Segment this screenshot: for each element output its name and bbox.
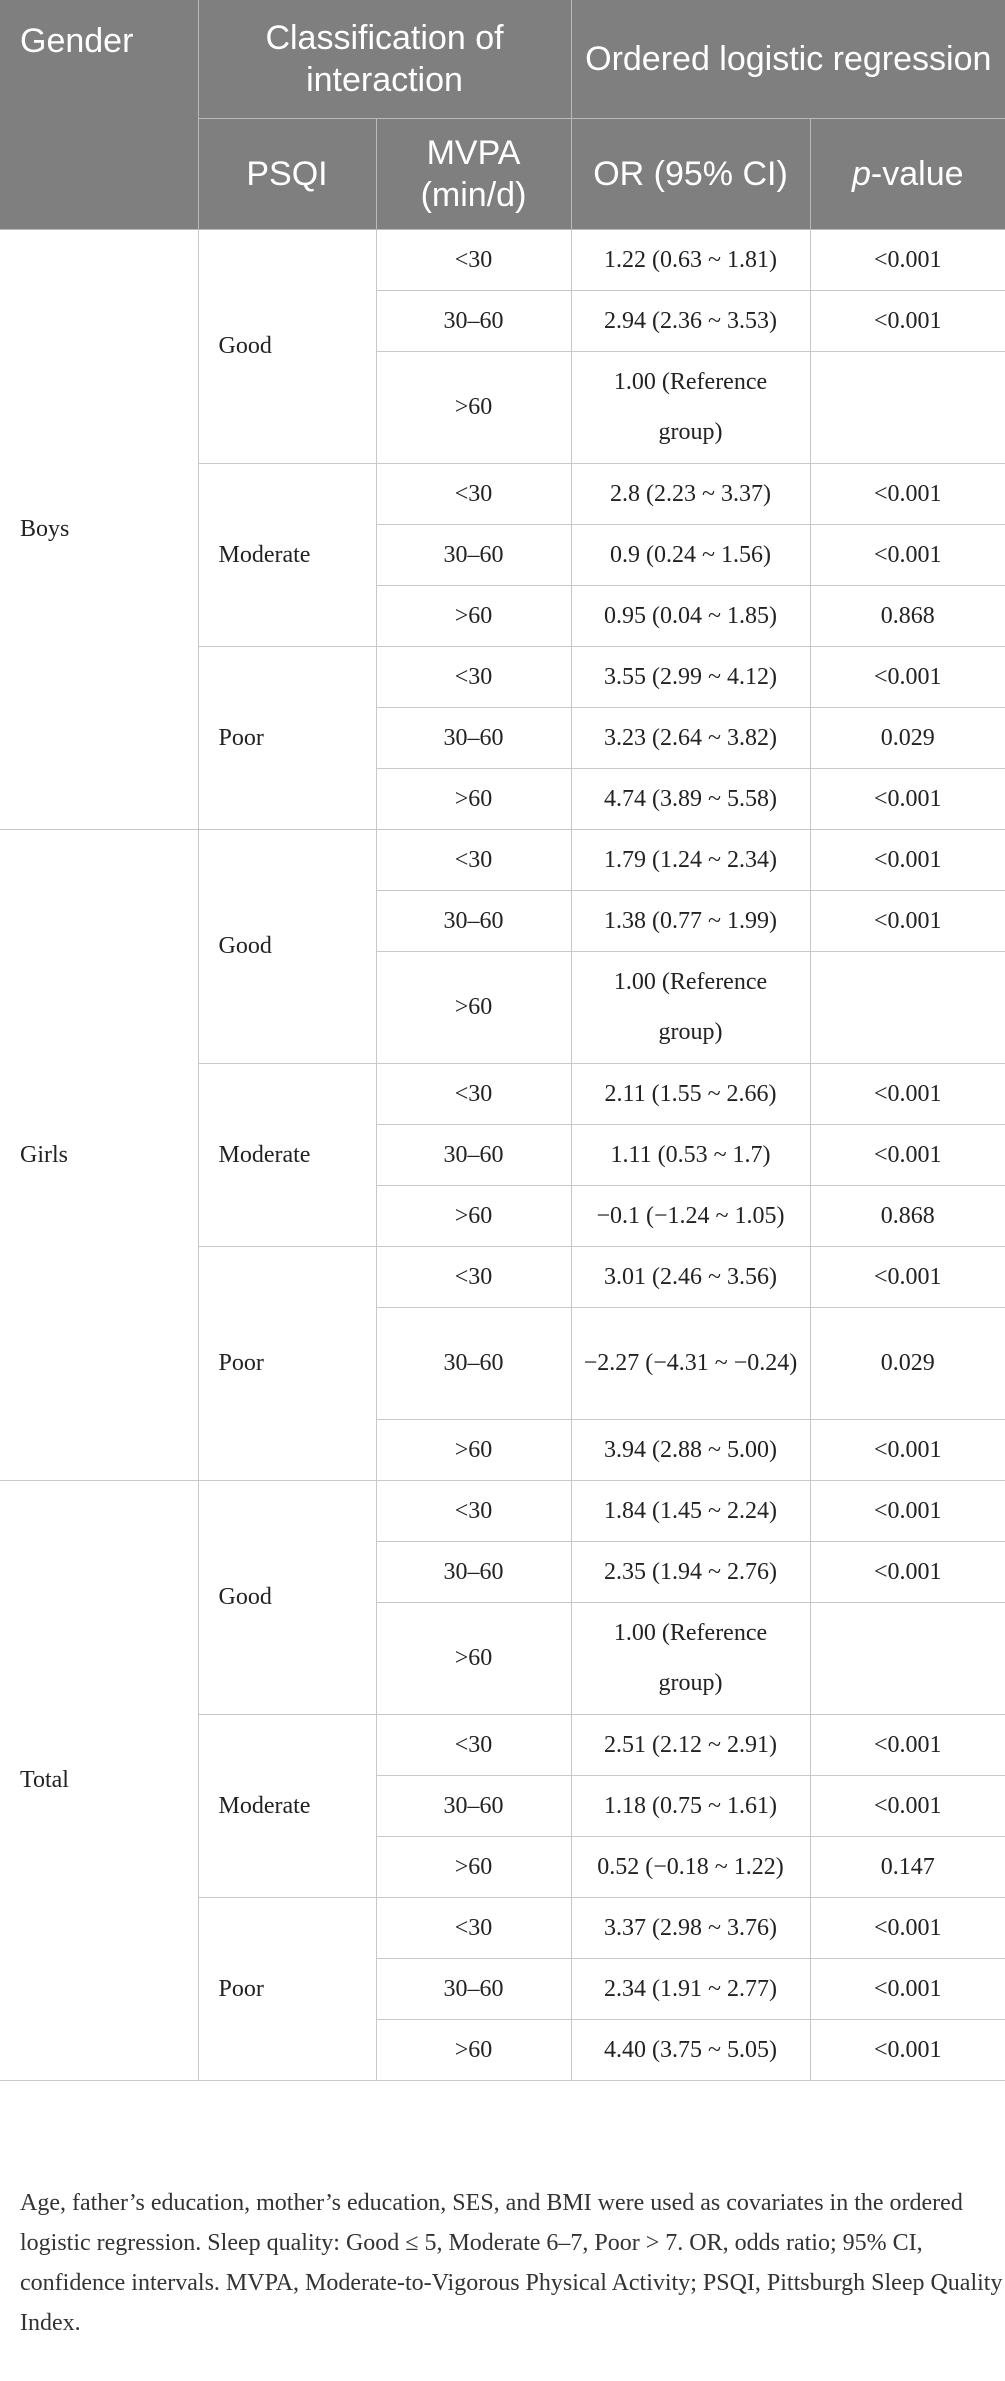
table-row xyxy=(0,229,1005,290)
header-mvpa: MVPA (min/d) xyxy=(376,118,571,229)
psqi-cell: Moderate xyxy=(198,1714,376,1897)
or-cell: 1.18 (0.75 ~ 1.61) xyxy=(571,1775,810,1836)
table-row xyxy=(0,1480,1005,1541)
or-cell: 4.74 (3.89 ~ 5.58) xyxy=(571,768,810,829)
pvalue-cell: 0.868 xyxy=(810,1185,1005,1246)
mvpa-cell: 30–60 xyxy=(376,707,571,768)
mvpa-cell: >60 xyxy=(376,351,571,463)
mvpa-cell: >60 xyxy=(376,1419,571,1480)
pvalue-cell: 0.029 xyxy=(810,707,1005,768)
mvpa-cell: >60 xyxy=(376,1185,571,1246)
or-cell: 1.84 (1.45 ~ 2.24) xyxy=(571,1480,810,1541)
header-pvalue xyxy=(810,118,1005,229)
mvpa-cell: >60 xyxy=(376,2019,571,2080)
mvpa-cell: <30 xyxy=(376,229,571,290)
mvpa-cell: >60 xyxy=(376,1602,571,1714)
or-cell: 1.00 (Reference group) xyxy=(571,951,810,1063)
pvalue-cell: 0.029 xyxy=(810,1307,1005,1419)
or-cell: 2.11 (1.55 ~ 2.66) xyxy=(571,1063,810,1124)
or-cell: 3.23 (2.64 ~ 3.82) xyxy=(571,707,810,768)
mvpa-cell: <30 xyxy=(376,1714,571,1775)
mvpa-cell: <30 xyxy=(376,463,571,524)
mvpa-cell: >60 xyxy=(376,1836,571,1897)
pvalue-cell: <0.001 xyxy=(810,890,1005,951)
pvalue-cell: <0.001 xyxy=(810,1958,1005,2019)
header-or: OR (95% CI) xyxy=(571,118,810,229)
pvalue-cell: <0.001 xyxy=(810,1480,1005,1541)
or-cell: 1.38 (0.77 ~ 1.99) xyxy=(571,890,810,951)
mvpa-cell: <30 xyxy=(376,1480,571,1541)
or-cell: 1.79 (1.24 ~ 2.34) xyxy=(571,829,810,890)
pvalue-cell: <0.001 xyxy=(810,1063,1005,1124)
mvpa-cell: <30 xyxy=(376,1246,571,1307)
or-cell: 3.01 (2.46 ~ 3.56) xyxy=(571,1246,810,1307)
pvalue-cell: <0.001 xyxy=(810,829,1005,890)
pvalue-cell: <0.001 xyxy=(810,290,1005,351)
mvpa-cell: <30 xyxy=(376,1897,571,1958)
psqi-cell: Poor xyxy=(198,646,376,829)
or-cell: 0.95 (0.04 ~ 1.85) xyxy=(571,585,810,646)
header-p-suffix: -value xyxy=(870,154,964,193)
mvpa-cell: 30–60 xyxy=(376,1775,571,1836)
or-cell: 1.11 (0.53 ~ 1.7) xyxy=(571,1124,810,1185)
pvalue-cell: <0.001 xyxy=(810,463,1005,524)
psqi-cell: Good xyxy=(198,1480,376,1714)
pvalue-cell xyxy=(810,1602,1005,1714)
gender-cell: Boys xyxy=(0,229,198,829)
gender-cell: Girls xyxy=(0,829,198,1480)
table-row xyxy=(0,829,1005,890)
pvalue-cell: <0.001 xyxy=(810,646,1005,707)
mvpa-cell: 30–60 xyxy=(376,1541,571,1602)
pvalue-cell: <0.001 xyxy=(810,768,1005,829)
or-cell: 3.37 (2.98 ~ 3.76) xyxy=(571,1897,810,1958)
pvalue-cell: 0.147 xyxy=(810,1836,1005,1897)
pvalue-cell: <0.001 xyxy=(810,2019,1005,2080)
mvpa-cell: <30 xyxy=(376,1063,571,1124)
mvpa-cell: <30 xyxy=(376,829,571,890)
pvalue-cell: <0.001 xyxy=(810,1246,1005,1307)
or-cell: −2.27 (−4.31 ~ −0.24) xyxy=(571,1307,810,1419)
or-cell: 1.00 (Reference group) xyxy=(571,351,810,463)
or-cell: 2.8 (2.23 ~ 3.37) xyxy=(571,463,810,524)
mvpa-cell: 30–60 xyxy=(376,1307,571,1419)
or-cell: −0.1 (−1.24 ~ 1.05) xyxy=(571,1185,810,1246)
pvalue-cell: <0.001 xyxy=(810,1775,1005,1836)
pvalue-cell xyxy=(810,351,1005,463)
or-cell: 1.00 (Reference group) xyxy=(571,1602,810,1714)
or-cell: 2.34 (1.91 ~ 2.77) xyxy=(571,1958,810,2019)
psqi-cell: Good xyxy=(198,229,376,463)
table-footnote: Age, father’s education, mother’s education, SES, and BMI were used as covariates in the ordered logistic regression. Sleep quality: Good ≤ 5, Moderate 6–7, Poor > 7. OR, odds ratio; 95% CI, confidence intervals. MVPA, Moderate-to-Vigorous Physical Activity; PSQI, Pittsburgh Sleep Quality Index. xyxy=(20,2190,1003,2336)
pvalue-cell: <0.001 xyxy=(810,229,1005,290)
header-psqi: PSQI xyxy=(198,118,376,229)
mvpa-cell: 30–60 xyxy=(376,524,571,585)
gender-cell: Total xyxy=(0,1480,198,2080)
or-cell: 3.55 (2.99 ~ 4.12) xyxy=(571,646,810,707)
pvalue-cell: <0.001 xyxy=(810,1124,1005,1185)
psqi-cell: Moderate xyxy=(198,1063,376,1246)
pvalue-cell: <0.001 xyxy=(810,1897,1005,1958)
psqi-cell: Poor xyxy=(198,1246,376,1480)
mvpa-cell: <30 xyxy=(376,646,571,707)
or-cell: 0.9 (0.24 ~ 1.56) xyxy=(571,524,810,585)
pvalue-cell: <0.001 xyxy=(810,1714,1005,1775)
header-regression: Ordered logistic regression xyxy=(571,0,1005,118)
header-gender: Gender xyxy=(0,0,198,229)
psqi-cell: Moderate xyxy=(198,463,376,646)
header-p-italic: p xyxy=(852,154,871,193)
pvalue-cell: <0.001 xyxy=(810,1541,1005,1602)
psqi-cell: Good xyxy=(198,829,376,1063)
pvalue-cell: <0.001 xyxy=(810,524,1005,585)
mvpa-cell: 30–60 xyxy=(376,1958,571,2019)
mvpa-cell: >60 xyxy=(376,951,571,1063)
mvpa-cell: 30–60 xyxy=(376,290,571,351)
or-cell: 2.35 (1.94 ~ 2.76) xyxy=(571,1541,810,1602)
pvalue-cell xyxy=(810,951,1005,1063)
mvpa-cell: >60 xyxy=(376,768,571,829)
or-cell: 2.51 (2.12 ~ 2.91) xyxy=(571,1714,810,1775)
mvpa-cell: 30–60 xyxy=(376,890,571,951)
or-cell: 0.52 (−0.18 ~ 1.22) xyxy=(571,1836,810,1897)
or-cell: 4.40 (3.75 ~ 5.05) xyxy=(571,2019,810,2080)
or-cell: 1.22 (0.63 ~ 1.81) xyxy=(571,229,810,290)
header-classification: Classification of interaction xyxy=(198,0,571,118)
or-cell: 3.94 (2.88 ~ 5.00) xyxy=(571,1419,810,1480)
or-cell: 2.94 (2.36 ~ 3.53) xyxy=(571,290,810,351)
table-body xyxy=(0,229,1005,2080)
mvpa-cell: 30–60 xyxy=(376,1124,571,1185)
pvalue-cell: <0.001 xyxy=(810,1419,1005,1480)
mvpa-cell: >60 xyxy=(376,585,571,646)
pvalue-cell: 0.868 xyxy=(810,585,1005,646)
psqi-cell: Poor xyxy=(198,1897,376,2080)
